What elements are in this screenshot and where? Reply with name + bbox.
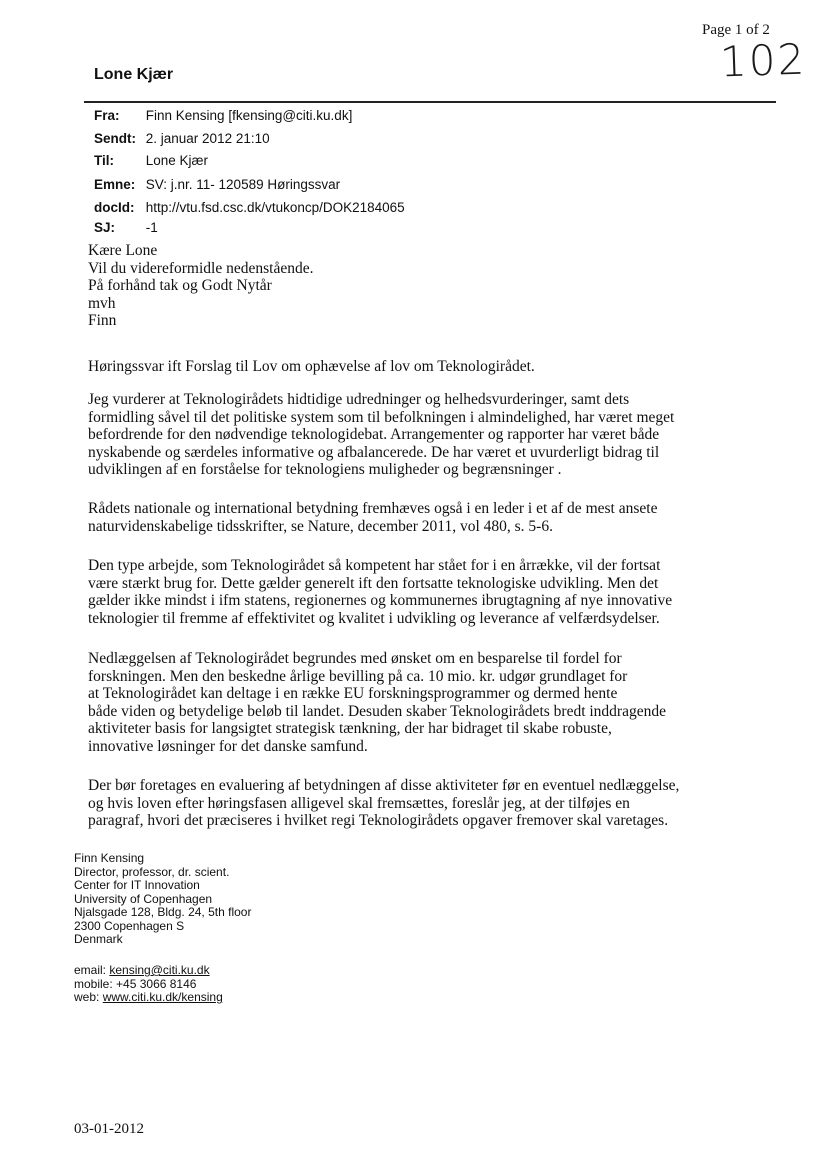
sender-name: Lone Kjær [94, 66, 174, 83]
signature-line: Denmark [74, 932, 123, 946]
paragraph-5 [88, 777, 679, 830]
paragraph-line: Den type arbejde, som Teknologirådet så kompetent har stået for i en årrække, vil der fortsat [88, 557, 661, 574]
contact-web [74, 991, 223, 1005]
subject-label: Emne: [94, 177, 136, 192]
contact-block [74, 964, 223, 1005]
paragraph-3 [88, 557, 672, 627]
contact-email [74, 964, 223, 978]
mobile-label: mobile: [74, 976, 113, 991]
greeting-line: mvh [88, 294, 116, 312]
paragraph-line: befordrende for den nødvendige teknologidebat. Arrangementer og rapporter har været både [88, 426, 660, 443]
header-sent [94, 131, 270, 146]
sj-value: -1 [145, 220, 158, 235]
paragraph-line: at Teknologirådet kan deltage i en række EU forskningsprogrammer og dermed hente [88, 685, 618, 702]
header-to [94, 153, 208, 168]
header-docid [94, 200, 405, 215]
footer-date: 03-01-2012 [74, 1121, 144, 1137]
paragraph-2 [88, 500, 657, 535]
paragraph-line: aktiviteter basis for langsigtet strategisk tænkning, der har bidraget til skabe robuste, [88, 720, 612, 737]
handwritten-number: 102 [719, 34, 808, 87]
paragraph-line: formidling såvel til det politiske system som til befolkningen i almindelighed, har været meget [88, 408, 675, 426]
greeting-line: Kære Lone [88, 242, 158, 259]
email-link[interactable]: kensing@citi.ku.dk [109, 963, 210, 977]
paragraph-line: nyskabende og særdeles informative og afbalancerede. De har været et uvurderligt bidrag til [88, 443, 660, 461]
paragraph-line: både viden og betydelige beløb til landet. Desuden skaber Teknologirådets bredt inddragende [88, 702, 666, 720]
paragraph-line: paragraf, hvori det præciseres i hvilket regi Teknologirådets opgaver fremover skal varetages. [88, 812, 669, 829]
paragraph-1 [88, 391, 674, 479]
signature-line: Center for IT Innovation [74, 878, 200, 892]
email-label: email: [74, 963, 107, 977]
greeting-line: Finn [88, 312, 117, 329]
paragraph-line: forskningen. Men den beskedne årlige bevilling på ca. 10 mio. kr. udgør grundlaget for [88, 667, 628, 685]
docid-label: docId: [94, 200, 135, 215]
to-label: Til: [94, 153, 114, 168]
header-divider [84, 101, 776, 103]
header-from [94, 108, 352, 123]
paragraph-line: naturvidenskabelige tidsskrifter, se Nature, december 2011, vol 480, s. 5-6. [88, 517, 553, 535]
signature-block [74, 852, 251, 947]
sent-label: Sendt: [94, 131, 136, 146]
paragraph-line: Jeg vurderer at Teknologirådets hidtidige udredninger og helhedsvurderinger, samt dets [88, 391, 630, 408]
signature-line: Finn Kensing [74, 851, 145, 865]
greeting-line: Vil du videreformidle nedenstående. [88, 259, 314, 277]
web-link[interactable]: www.citi.ku.dk/kensing [102, 990, 223, 1004]
docid-value: http://vtu.fsd.csc.dk/vtukoncp/DOK2184065 [145, 200, 405, 215]
web-label: web: [74, 990, 100, 1004]
to-value: Lone Kjær [145, 153, 209, 168]
header-sj [94, 220, 158, 235]
paragraph-line: Nedlæggelsen af Teknologirådet begrundes med ønsket om en besparelse til fordel for [88, 650, 622, 667]
paragraph-line: og hvis loven efter høringsfasen alligevel skal fremsættes, foreslår jeg, at der tilføjes en [88, 794, 630, 812]
paragraph-line: teknologier til fremme af effektivitet og kvalitet i udvikling og leverance af velfærdsydelser. [88, 609, 660, 627]
paragraph-line: udviklingen af en forståelse for teknologiens muligheder og begrænsninger . [88, 461, 562, 478]
mobile-value: +45 3066 8146 [116, 976, 197, 991]
subject-value: SV: j.nr. 11- 120589 Høringssvar [145, 177, 341, 192]
greeting-block [88, 242, 313, 330]
sent-value: 2. januar 2012 21:10 [145, 131, 270, 146]
signature-line: University of Copenhagen [74, 891, 213, 906]
from-label: Fra: [94, 108, 120, 123]
paragraph-4 [88, 650, 666, 755]
paragraph-line: gælder ikke mindst i ifm statens, regionernes og kommunernes ibrugtagning af nye innovative [88, 592, 673, 609]
signature-line: 2300 Copenhagen S [74, 918, 185, 933]
signature-line: Director, professor, dr. scient. [74, 864, 230, 879]
signature-line: Njalsgade 128, Bldg. 24, 5th floor [74, 905, 252, 919]
paragraph-line: Der bør foretages en evaluering af betydningen af disse aktiviteter før en eventuel nedlæggelse, [88, 777, 680, 794]
greeting-line: På forhånd tak og Godt Nytår [88, 277, 272, 294]
page-number: Page 1 of 2 [702, 22, 770, 38]
paragraph-line: være stærkt brug for. Dette gælder generelt ift den fortsatte teknologiske udvikling. Men det [88, 574, 659, 592]
contact-mobile [74, 978, 223, 992]
from-value: Finn Kensing [fkensing@citi.ku.dk] [145, 108, 353, 123]
sj-label: SJ: [94, 220, 116, 235]
hearing-title: Høringssvar ift Forslag til Lov om ophævelse af lov om Teknologirådet. [88, 358, 535, 375]
header-subject [94, 177, 340, 192]
paragraph-line: Rådets nationale og international betydning fremhæves også i en leder i et af de mest ansete [88, 500, 658, 517]
paragraph-line: innovative løsninger for det danske samfund. [88, 737, 368, 755]
